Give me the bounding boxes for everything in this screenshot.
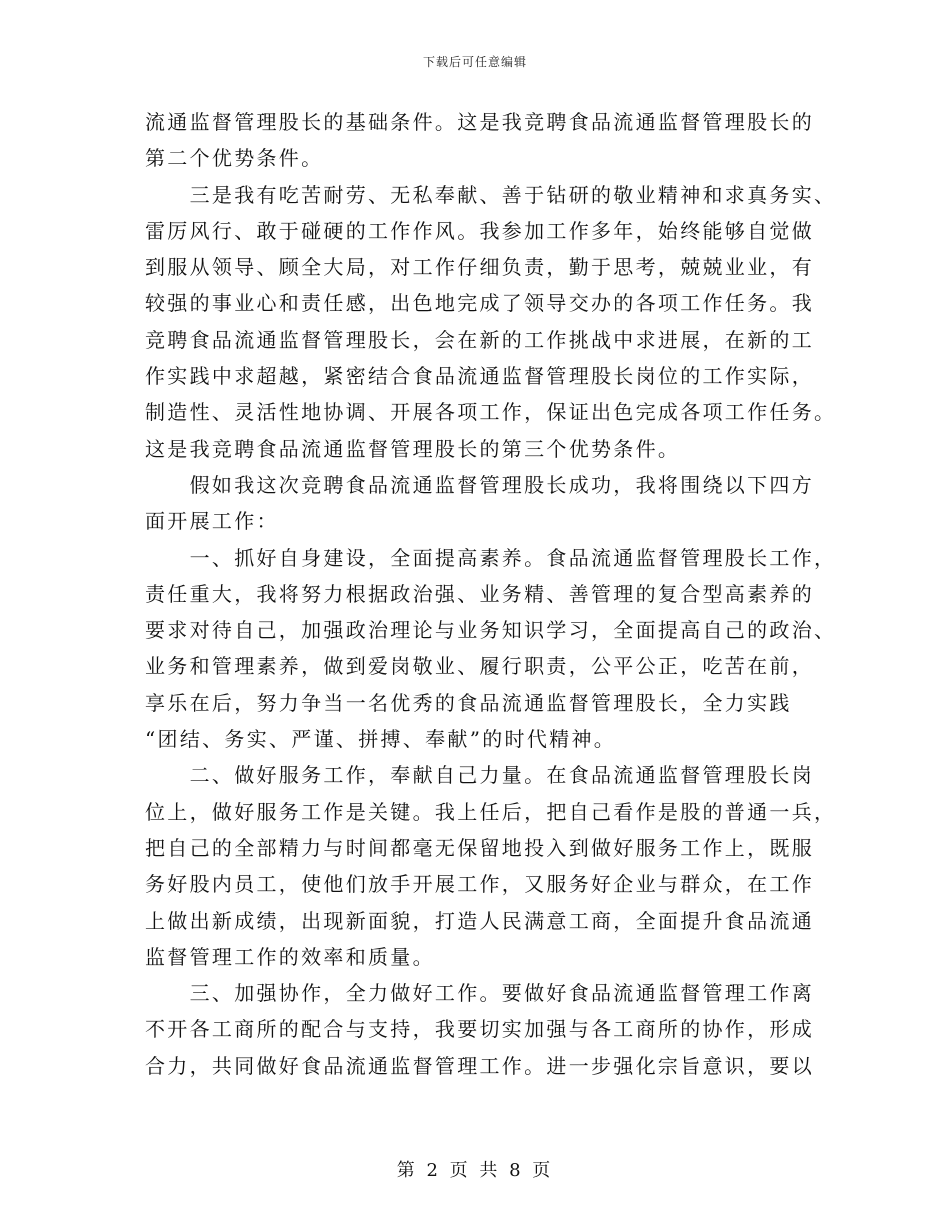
- body-line: 这是我竞聘食品流通监督管理股长的第三个优势条件。: [145, 436, 681, 461]
- document-body: [145, 104, 837, 1084]
- body-line: 竞聘食品流通监督管理股长，会在新的工作挑战中求进展，在新的工: [145, 327, 814, 352]
- body-line: 不开各工商所的配合与支持，我要切实加强与各工商所的协作，形成: [145, 1017, 814, 1042]
- body-line: 合力，共同做好食品流通监督管理工作。进一步强化宗旨意识，要以: [145, 1053, 814, 1078]
- body-line: 雷厉风行、敢于碰硬的工作作风。我参加工作多年，始终能够自觉做: [145, 218, 814, 243]
- body-line: 假如我这次竞聘食品流通监督管理股长成功，我将围绕以下四方: [145, 472, 814, 497]
- body-line: 三、加强协作，全力做好工作。要做好食品流通监督管理工作离: [145, 981, 814, 1006]
- body-line: 到服从领导、顾全大局，对工作仔细负责，勤于思考，兢兢业业，有: [145, 255, 814, 280]
- body-line: 监督管理工作的效率和质量。: [145, 944, 435, 969]
- page-header-note: 下载后可任意编辑: [422, 55, 527, 69]
- body-line: 较强的事业心和责任感，出色地完成了领导交办的各项工作任务。我: [145, 291, 814, 316]
- body-line: 制造性、灵活性地协调、开展各项工作，保证出色完成各项工作任务。: [145, 400, 837, 425]
- body-line: 业务和管理素养，做到爱岗敬业、履行职责，公平公正，吃苦在前，: [145, 654, 814, 679]
- body-line: 二、做好服务工作，奉献自己力量。在食品流通监督管理股长岗: [145, 763, 814, 788]
- body-line: 务好股内员工，使他们放手开展工作，又服务好企业与群众，在工作: [145, 872, 814, 897]
- page-number: 第 2 页 共 8 页: [396, 1160, 554, 1181]
- body-line: 面开展工作：: [145, 509, 279, 534]
- body-line: 一、抓好自身建设，全面提高素养。食品流通监督管理股长工作，: [145, 545, 837, 570]
- body-line: 上做出新成绩，出现新面貌，打造人民满意工商，全面提升食品流通: [145, 908, 814, 933]
- body-line: “团结、务实、严谨、拼搏、奉献”的时代精神。: [145, 727, 617, 752]
- body-line: 位上，做好服务工作是关键。我上任后，把自己看作是股的普通一兵，: [145, 799, 837, 824]
- body-line: 责任重大，我将努力根据政治强、业务精、善管理的复合型高素养的: [145, 581, 814, 606]
- body-line: 流通监督管理股长的基础条件。这是我竞聘食品流通监督管理股长的: [145, 110, 814, 134]
- body-line: 把自己的全部精力与时间都毫无保留地投入到做好服务工作上，既服: [145, 835, 814, 860]
- body-line: 要求对待自己，加强政治理论与业务知识学习，全面提高自己的政治、: [145, 618, 837, 643]
- body-line: 作实践中求超越，紧密结合食品流通监督管理股长岗位的工作实际，: [145, 364, 814, 389]
- body-line: 三是我有吃苦耐劳、无私奉献、善于钻研的敬业精神和求真务实、: [145, 182, 837, 207]
- body-line: 第二个优势条件。: [145, 146, 324, 171]
- body-line: 享乐在后，努力争当一名优秀的食品流通监督管理股长，全力实践: [145, 690, 792, 715]
